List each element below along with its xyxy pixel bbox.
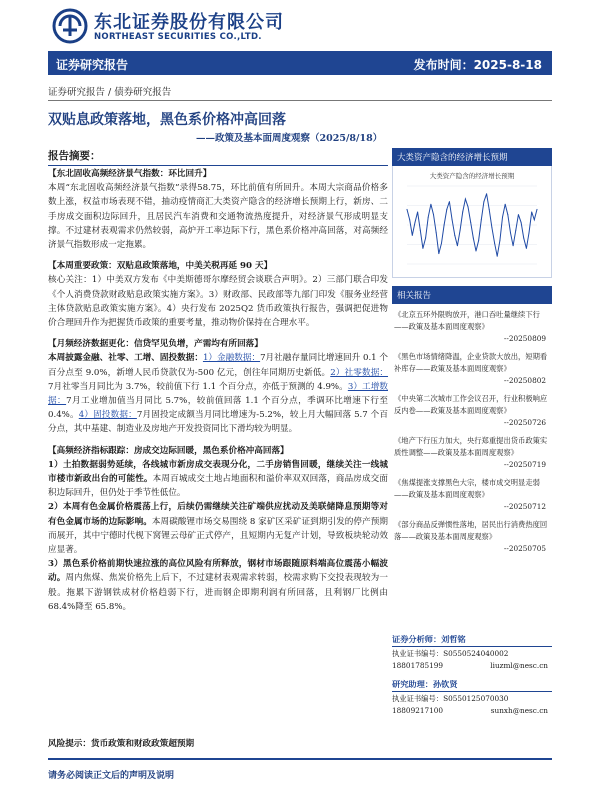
company-name-cn: 东北证券股份有限公司	[94, 12, 284, 33]
sidebar	[392, 148, 552, 556]
analyst-cert: 执业证书编号：S0550524040002	[392, 649, 509, 658]
chart-point	[465, 199, 466, 200]
related-report-title[interactable]: 《部分商品反弹惯性落地，居民出行消费热度回落——政策及基本面周度观察》	[394, 520, 548, 541]
chart-point	[478, 240, 479, 241]
chart-point	[505, 204, 506, 205]
related-heading: 相关报告	[392, 286, 552, 304]
data-tag[interactable]: 3）工增数据：	[48, 381, 388, 407]
section-heading: 【东北固收高频经济景气指数：环比回升】	[48, 169, 212, 179]
chart-point	[494, 243, 495, 244]
chart-point	[489, 209, 490, 210]
block-lead: 2）本周有色金属价格震荡上行，后续仍需继续关注矿端供应扰动及美联储降息预期等对有色金属市场的边际影响。	[48, 502, 388, 527]
footer-disclaimer: 请务必阅读正文后的声明及说明	[48, 771, 175, 781]
related-report-title[interactable]: 《焦煤提涨支撑黑色大宗，楼市成交明显走弱——政策及基本面周度观察》	[394, 478, 540, 499]
analyst-phone: 18809217100	[392, 706, 444, 715]
analyst-cert: 执业证书编号：S0550125070030	[392, 694, 509, 703]
analyst-name: 证券分析师：刘哲铭	[392, 633, 552, 647]
chart-heading: 大类资产隐含的经济增长预期	[392, 148, 552, 166]
chart-point	[460, 230, 461, 231]
page-title: 双贴息政策落地，黑色系价格冲高回落	[48, 112, 286, 128]
data-text: 7月社零当月同比为 3.7%，较前值下行 1.1 个百分点，亦低于预测的 4.9%。	[48, 381, 348, 392]
chart-point	[441, 243, 442, 244]
publish-date: 发布时间：2025-8-18	[413, 58, 542, 72]
company-name-en: NORTHEAST SECURITIES CO.,LTD.	[94, 32, 262, 42]
chart-point	[518, 214, 519, 215]
chart-point	[436, 232, 437, 233]
report-banner	[48, 51, 552, 75]
chart-point	[526, 248, 527, 249]
company-logo-icon	[52, 8, 88, 44]
section-body: 核心关注：1）中美双方发布《中美斯德哥尔摩经贸会谈联合声明》。2）三部门联合印发《个人消费贷款财政贴息政策实施方案》。3）财政部、民政部等九部门印发《服务业经营主体贷款贴息政策实施方案》。4）央行发布 2025Q2 货币政策执行报告，强调把促进物价合理回升作为把握货币政策的重要考量，推动物价保持在合理水平。	[48, 275, 388, 329]
chart-point	[452, 219, 453, 220]
chart-point	[523, 238, 524, 239]
chart-point	[475, 251, 476, 252]
chart-point	[444, 225, 445, 226]
chart-point	[428, 217, 429, 218]
chart-point	[534, 219, 535, 220]
chart-point	[420, 230, 421, 231]
block-lead: 3）黑色系价格前期快速拉涨的高位风险有所释放，钢材市场跟随原料端高位震荡小幅波动。	[48, 559, 388, 584]
analyst-phone: 18801785199	[392, 661, 444, 670]
chart-point	[446, 209, 447, 210]
related-report-date: --20250726	[503, 418, 546, 427]
analyst-contact	[392, 705, 552, 717]
chart-point	[510, 232, 511, 233]
related-report-date: --20250719	[503, 460, 546, 469]
chart-point	[412, 235, 413, 236]
summary-heading: 报告摘要：	[48, 148, 388, 166]
chart-point	[473, 238, 474, 239]
chart-point	[449, 201, 450, 202]
section-body	[48, 500, 388, 557]
breadcrumb: 证券研究报告 / 债券研究报告	[48, 87, 172, 98]
chart-point	[497, 256, 498, 257]
summary-column	[48, 148, 388, 614]
section-heading: 【本周重要政策：双贴息政策落地，中美关税再延 90 天】	[48, 261, 273, 272]
analyst-name: 研究助理：孙钦贤	[392, 678, 552, 692]
chart-point	[457, 245, 458, 246]
analyst-email[interactable]: sunxh@nesc.cn	[490, 706, 548, 715]
chart-point	[417, 212, 418, 213]
chart-point	[499, 240, 500, 241]
chart-point	[491, 227, 492, 228]
section-body	[48, 557, 388, 614]
risk-warning: 风险提示：货币政策和财政政策超预期	[48, 739, 195, 749]
company-logo	[52, 6, 372, 46]
chart-point	[502, 217, 503, 218]
related-report-title[interactable]: 《地产下行压力加大，央行郑重提出货币政策实质性调整——政策及基本面周度观察》	[394, 436, 548, 457]
chart-point	[529, 232, 530, 233]
chart-point	[454, 235, 455, 236]
page-subtitle: ——政策及基本面周度观察（2025/8/18）	[196, 133, 383, 144]
chart-point	[468, 206, 469, 207]
chart-point	[462, 212, 463, 213]
chart-point	[407, 209, 408, 210]
related-report-title[interactable]: 《中央第二次城市工作会议召开，行业积极响应反内卷——政策及基本面周度观察》	[394, 394, 548, 415]
block-text: 周内焦煤、焦炭价格先上后下，不过建材表观需求转弱，校需求购下交投表现较为一般。拖累下游钢铁成材价格趋弱下行，进而钢企即期利润有所回落，且利钢厂比例由 68.4%降至 65.8%。	[48, 573, 388, 612]
chart-point	[430, 204, 431, 205]
block-lead: 1）土拍数据弱势延续，各线城市新房成交表现分化，二手房销售回暖，继续关注一线城市楼市新政出台的可能性。	[48, 459, 388, 485]
chart-point	[481, 219, 482, 220]
related-report-date: --20250809	[503, 334, 546, 343]
data-tag[interactable]: 2）社零数据：	[330, 367, 389, 378]
chart-point	[507, 214, 508, 215]
related-report-date: --20250712	[503, 502, 546, 511]
chart-point	[537, 209, 538, 210]
section-lead: 本周披露金融、社零、工增、固投数据：	[48, 353, 203, 364]
analyst-info	[392, 627, 552, 717]
chart-point	[483, 201, 484, 202]
footer-divider	[48, 758, 552, 760]
analyst-contact	[392, 660, 552, 672]
chart-point	[425, 238, 426, 239]
block-text: 本周碳酸锂市场交易围绕 8 家矿区采矿证到期引发的停产预期而展开，其中宁德时代枧下窝锂云母矿正式停产，且短期内无复产计划，导致板块轮动效应显著。	[48, 516, 388, 556]
chart-point	[433, 214, 434, 215]
block-text: 本周百城成交土地占地面积和溢价率双双回落，商品房成交面积边际回升，但仍处于季节性低位。	[48, 474, 388, 499]
chart-point	[531, 212, 532, 213]
related-report-title[interactable]: 《北京五环外限购放开，港口吞吐量继续下行——政策及基本面周度观察》	[394, 310, 540, 331]
data-text: 7月固投定成额当月同比增速为-5.2%，较上月大幅回落 5.7 个百分点，其中基建、制造业及房地产开发投资同比下滑均较为明显。	[48, 410, 388, 435]
data-text: 7月社融存量同比增速回升 0.1 个百分点至 9.0%，新增人民币贷款仅为-500 亿元，创往年同期历史新低。	[48, 353, 388, 378]
chart-point	[521, 222, 522, 223]
chart-title: 大类资产隐含的经济增长预期	[429, 172, 515, 180]
chart-point	[486, 193, 487, 194]
section-heading: 【月频经济数据更化：信贷罕见负增，产需均有所回落】	[48, 339, 263, 350]
chart-point	[470, 222, 471, 223]
chart-point	[513, 245, 514, 246]
divider	[48, 100, 552, 101]
section-body	[48, 351, 388, 436]
analyst-email[interactable]: liuzml@nesc.cn	[490, 661, 548, 670]
related-report-date: --20250802	[503, 376, 546, 385]
chart-point	[422, 248, 423, 249]
report-type: 证券研究报告	[56, 58, 129, 72]
section-heading: 【高频经济指标跟踪：房成交边际回暖，黑色系价格冲高回落】	[48, 445, 289, 456]
growth-expectation-chart	[392, 166, 552, 278]
data-tag[interactable]: 4）固投数据：	[78, 410, 137, 421]
related-report-title[interactable]: 《黑色市场情绪降温，企业贷款大放出，短期看补库存——政策及基本面周度观察》	[394, 352, 548, 373]
chart-point	[438, 253, 439, 254]
related-report-date: --20250705	[503, 544, 546, 553]
chart-point	[515, 230, 516, 231]
chart-point	[409, 219, 410, 220]
chart-point	[414, 222, 415, 223]
data-tag[interactable]: 1）金融数据：	[202, 353, 261, 364]
section-body: 本周“东北固收高频经济景气指数”录得58.75，环比前值有所回升。本周大宗商品价格多数上涨，权益市场表现不错，抽动疫情商汇大类资产隐含的经济增长预期上行，新房、二手房成交面积边际回升，且居民汽车消费和交通物流热度提升，对经济景气形成明显支撑。不过建材表观需求仍然较弱，高炉开工率边际下行，黑色系价格冲高回落，对高频经济景气指数形成一定拖累。	[48, 183, 388, 251]
chart-svg	[393, 166, 551, 278]
data-text: 7月工业增加值当月同比 5.7%，较前值回落 1.1 个百分点，季调环比增速下行至 0.4%。	[48, 396, 388, 421]
related-list	[392, 304, 552, 555]
section-body	[48, 458, 388, 501]
